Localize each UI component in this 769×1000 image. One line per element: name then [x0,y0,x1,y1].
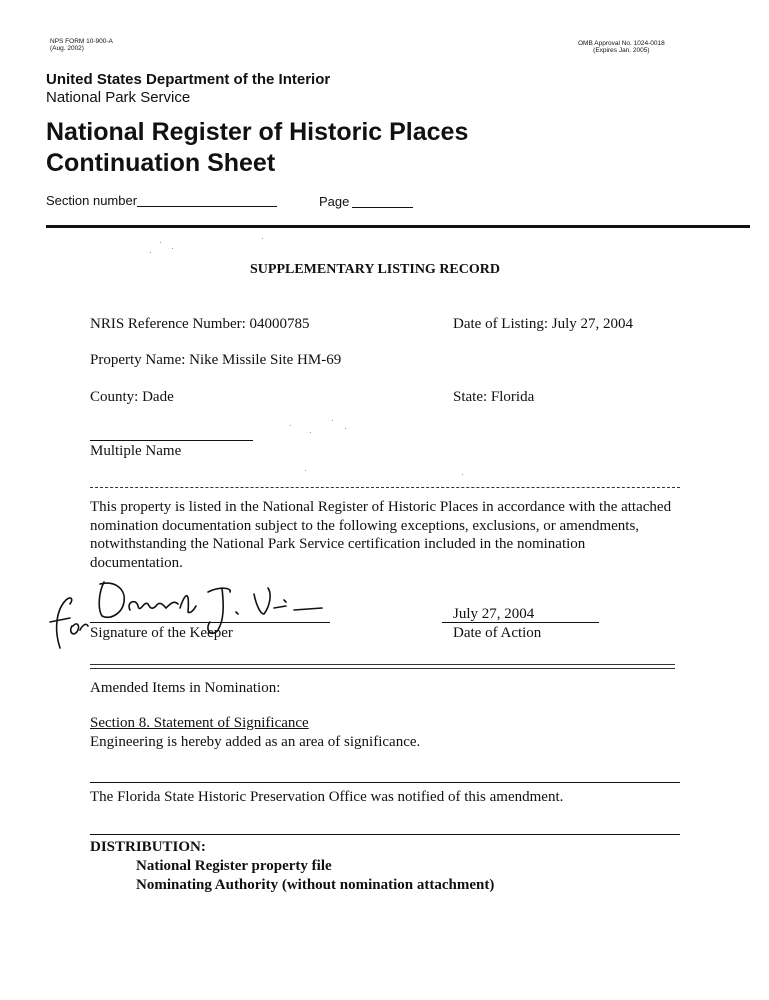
page-subtitle: Continuation Sheet [46,149,276,177]
county: County: Dade [90,389,174,405]
agency-name: National Park Service [46,89,191,106]
section-number-field [137,206,277,207]
page-label: Page [319,194,350,209]
form-number: NPS FORM 10-900-A (Aug. 2002) [50,38,113,52]
record-heading: SUPPLEMENTARY LISTING RECORD [250,262,500,277]
amended-heading: Amended Items in Nomination: [90,680,281,696]
page-title: National Register of Historic Places [46,118,469,146]
double-divider [90,664,675,669]
date-of-listing: Date of Listing: July 27, 2004 [453,316,633,332]
distribution-divider [90,834,680,835]
multiple-name-label: Multiple Name [90,443,182,459]
section-number-label: Section number [46,193,138,208]
listing-statement: This property is listed in the National Register of Historic Places in accordance with the attached nomination documentation subject to the following exceptions, exclusions, or amendments, notwithstanding the National Park Service certification included in the nomination documentation. [90,499,672,571]
distribution-item: Nominating Authority (without nomination attachment) [136,877,495,893]
action-label: Date of Action [453,625,542,641]
dashed-divider [90,487,680,488]
department-name: United States Department of the Interior [46,71,331,88]
header-divider [46,225,750,228]
omb-approval: OMB Approval No. 1024-0018 (Expires Jan. 2005) [578,40,665,54]
distribution-item: National Register property file [136,858,332,874]
page-field [352,207,413,208]
section-reference: Section 8. Statement of Significance [90,715,309,731]
signature-label: Signature of the Keeper [90,625,233,641]
distribution-heading: DISTRIBUTION: [90,839,206,855]
state: State: Florida [453,389,535,405]
shpo-notification: The Florida State Historic Preservation Office was notified of this amendment. [90,789,564,805]
multiple-name-field [90,440,253,441]
nris-reference: NRIS Reference Number: 04000785 [90,316,310,332]
property-name: Property Name: Nike Missile Site HM-69 [90,352,342,368]
amendment-divider [90,782,680,783]
signature-line [90,622,330,623]
section-amendment-text: Engineering is hereby added as an area of significance. [90,734,421,750]
action-date-line [442,622,599,623]
action-date: July 27, 2004 [453,606,535,622]
